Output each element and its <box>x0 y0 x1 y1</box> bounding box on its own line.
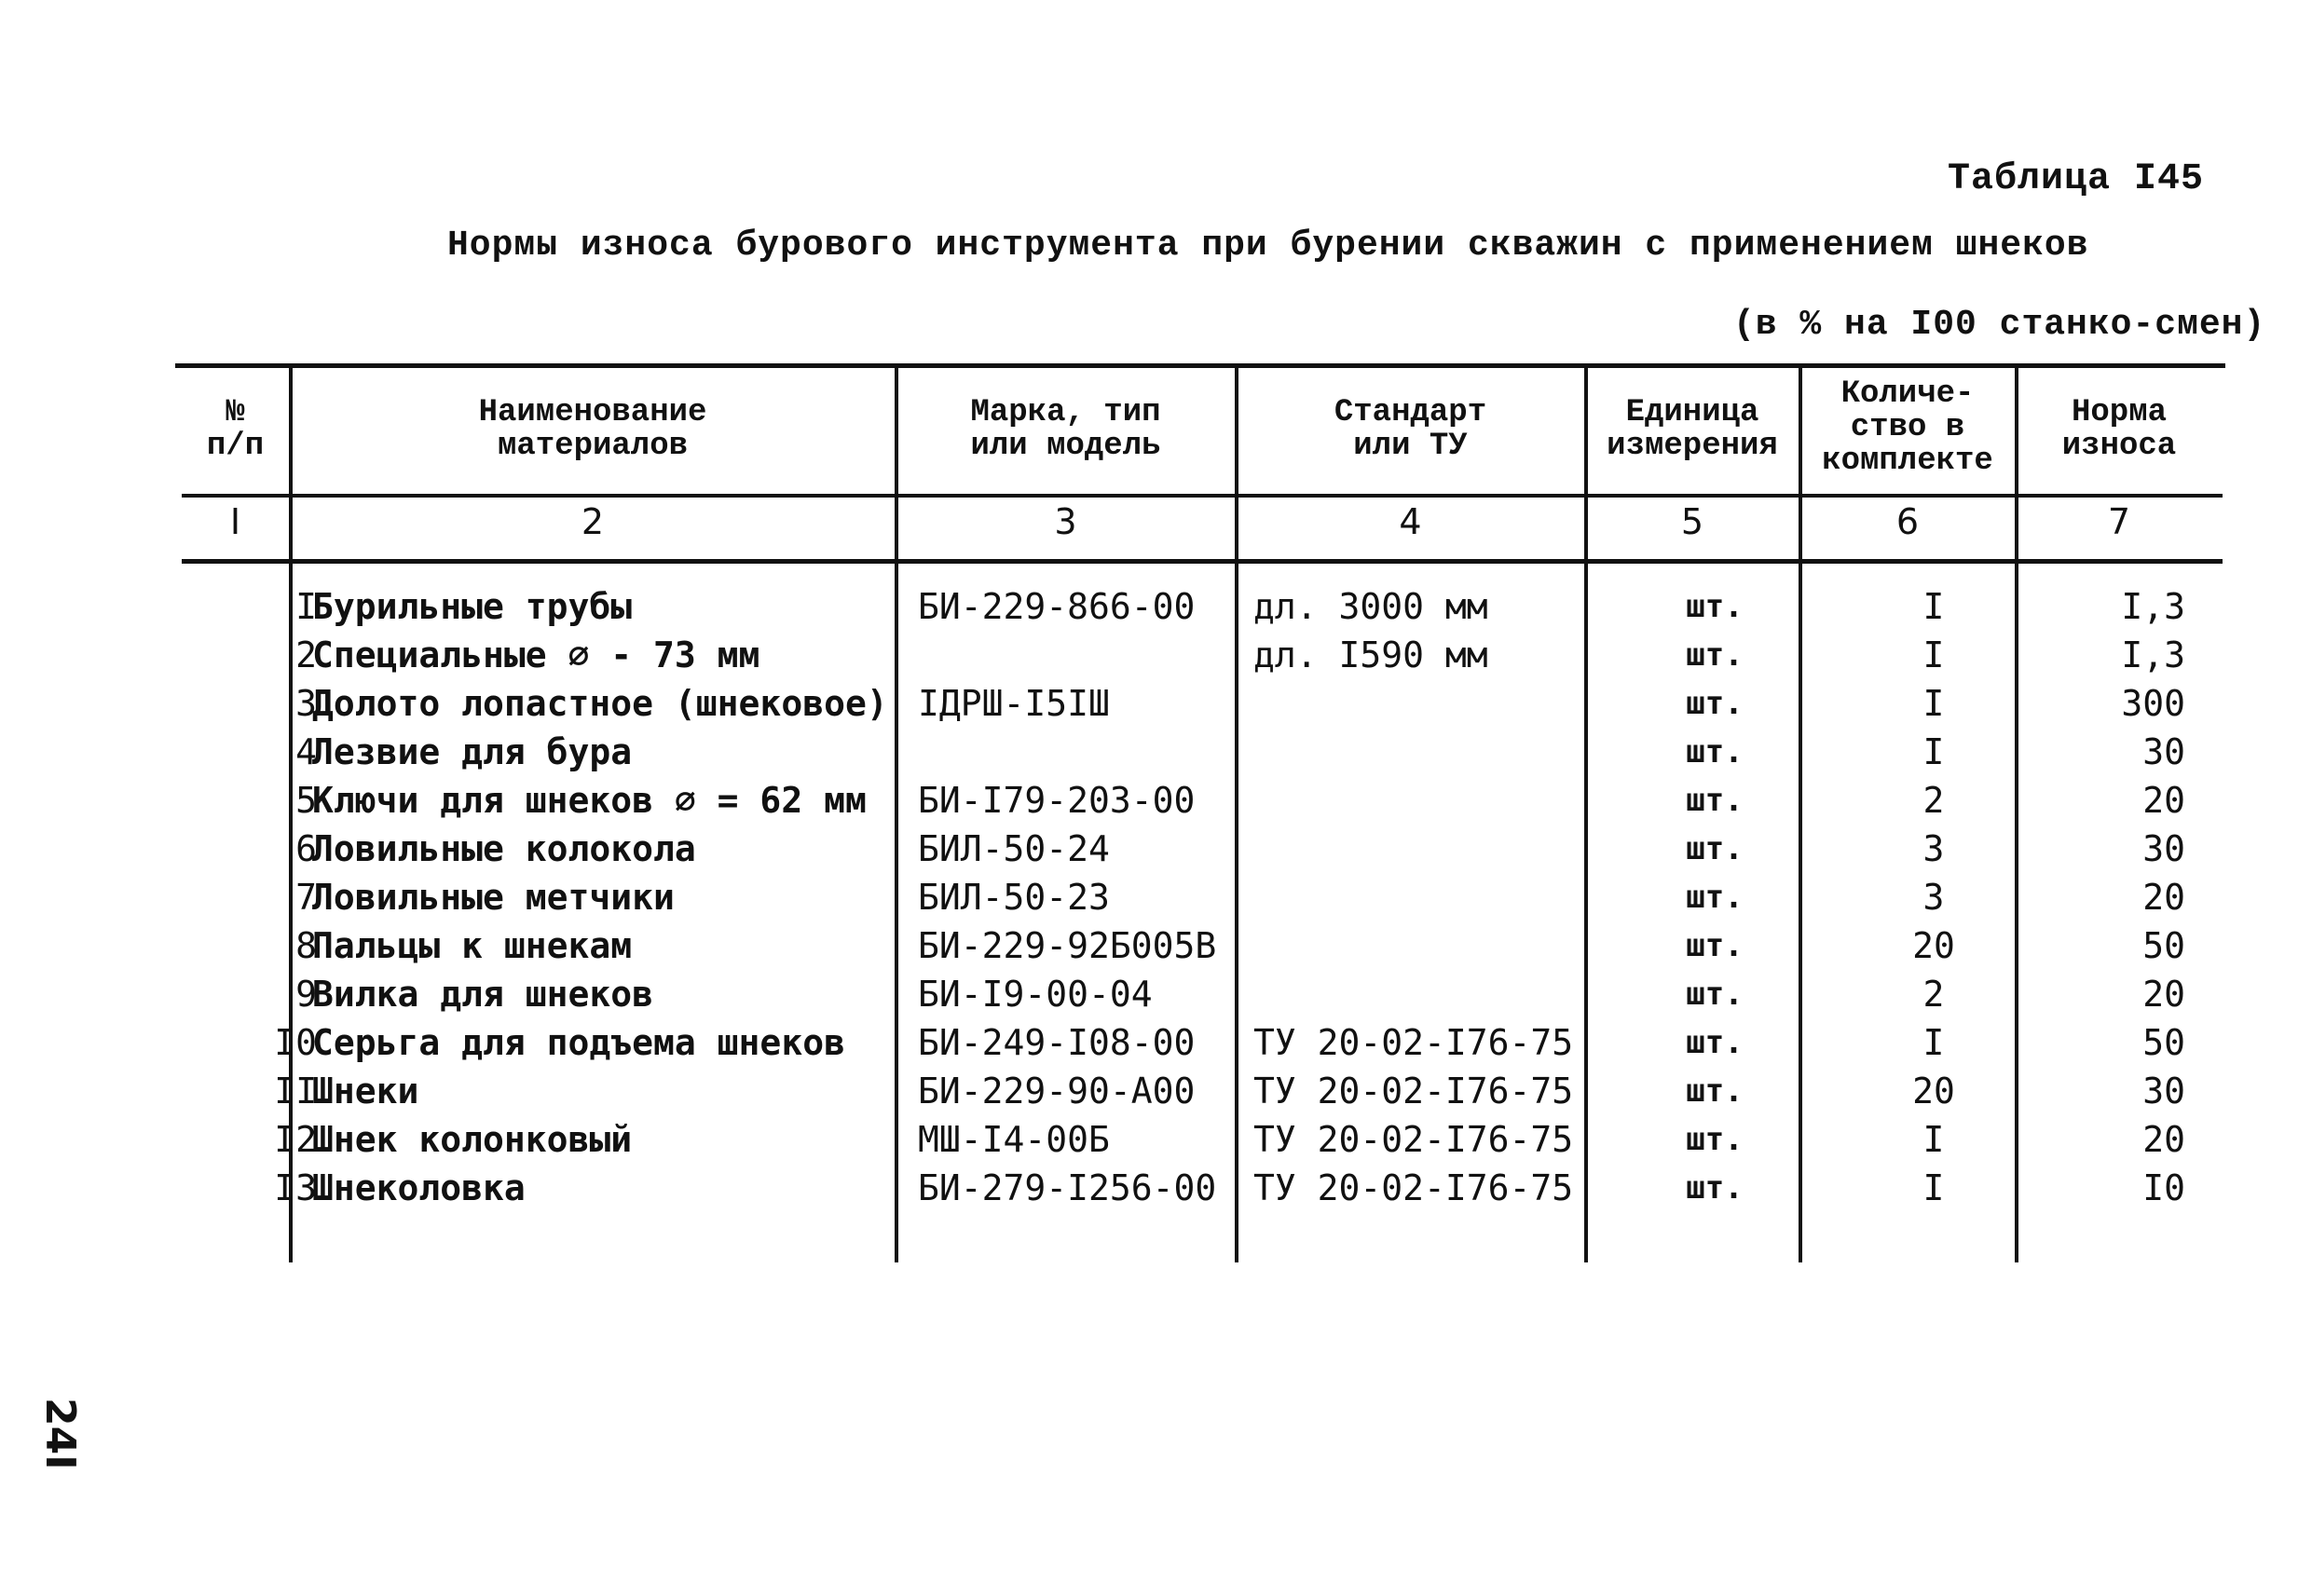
table-row <box>0 921 2312 970</box>
material-name: Ключи для шнеков ∅ = 62 мм <box>312 780 867 821</box>
material-name: Шнеки <box>312 1071 419 1112</box>
material-name: Ловильные колокола <box>312 828 696 869</box>
quantity: 2 <box>1922 780 1945 821</box>
header-mark-type-model: Марка, тип или модель <box>970 395 1161 464</box>
column-number: 5 <box>1680 501 1704 542</box>
mark-model: IДРШ-I5IШ <box>918 683 1110 724</box>
table-label: Таблица I45 <box>1948 158 2205 200</box>
quantity: I <box>1922 731 1945 772</box>
table-row <box>0 873 2312 921</box>
mark-model: БИЛ-50-23 <box>918 877 1110 918</box>
wear-norm: 20 <box>2142 780 2185 821</box>
material-name: Специальные ∅ - 73 мм <box>312 634 760 675</box>
table-row <box>0 679 2312 728</box>
mark-model: БИ-249-I08-00 <box>918 1022 1196 1063</box>
row-number: 5 <box>295 780 317 821</box>
quantity: I <box>1922 1119 1945 1160</box>
material-name: Лезвие для бура <box>312 731 633 772</box>
quantity: I <box>1922 586 1945 627</box>
table-row <box>0 1018 2312 1067</box>
row-number: 7 <box>295 877 317 918</box>
mark-model: БИ-229-90-А00 <box>918 1071 1196 1112</box>
unit: шт. <box>1686 733 1744 771</box>
row-number: 8 <box>295 925 317 966</box>
standard: ТУ 20-02-I76-75 <box>1253 1022 1574 1063</box>
mark-model: БИ-229-92Б005В <box>918 925 1217 966</box>
unit: шт. <box>1686 879 1744 916</box>
mark-model: МШ-I4-00Б <box>918 1119 1110 1160</box>
material-name: Пальцы к шнекам <box>312 925 633 966</box>
quantity: I <box>1922 683 1945 724</box>
column-number: 3 <box>1054 501 1077 542</box>
mark-model: БИЛ-50-24 <box>918 828 1110 869</box>
material-name: Бурильные трубы <box>312 586 633 627</box>
header-material-name: Наименование материалов <box>478 395 707 464</box>
table-row <box>0 1115 2312 1164</box>
material-name: Ловильные метчики <box>312 877 675 918</box>
wear-norm: 50 <box>2142 1022 2185 1063</box>
wear-norm: 50 <box>2142 925 2185 966</box>
quantity: 3 <box>1922 877 1945 918</box>
row-number: 4 <box>295 731 317 772</box>
header-standard: Стандарт или ТУ <box>1334 395 1487 464</box>
column-numbers-rule <box>182 559 2223 564</box>
unit: шт. <box>1686 830 1744 867</box>
unit: шт. <box>1686 636 1744 674</box>
quantity: 3 <box>1922 828 1945 869</box>
unit: шт. <box>1686 1169 1744 1207</box>
table-row <box>0 776 2312 825</box>
material-name: Вилка для шнеков <box>312 974 654 1015</box>
row-number: I2 <box>274 1119 317 1160</box>
table-row <box>0 582 2312 631</box>
row-number: I3 <box>274 1167 317 1208</box>
quantity: I <box>1922 1167 1945 1208</box>
mark-model: БИ-279-I256-00 <box>918 1167 1217 1208</box>
table-row <box>0 970 2312 1018</box>
row-number: 3 <box>295 683 317 724</box>
header-wear-norm: Норма износа <box>2061 395 2177 464</box>
quantity: 20 <box>1912 1071 1955 1112</box>
row-number: II <box>274 1071 317 1112</box>
column-number: 4 <box>1399 501 1422 542</box>
wear-norm: 300 <box>2121 683 2185 724</box>
mark-model: БИ-I9-00-04 <box>918 974 1153 1015</box>
wear-norm: I,3 <box>2121 586 2185 627</box>
wear-norm: 30 <box>2142 828 2185 869</box>
mark-model: БИ-229-866-00 <box>918 586 1196 627</box>
document-title: Нормы износа бурового инструмента при бурении скважин с применением шнеков <box>447 225 2089 266</box>
column-number: 2 <box>581 501 605 542</box>
unit: шт. <box>1686 1024 1744 1061</box>
row-number: 9 <box>295 974 317 1015</box>
column-number: 6 <box>1895 501 1920 542</box>
table-top-rule <box>175 363 2225 368</box>
table-row <box>0 1164 2312 1212</box>
unit: шт. <box>1686 1072 1744 1110</box>
standard: дл. I590 мм <box>1253 634 1488 675</box>
table-row <box>0 728 2312 776</box>
wear-norm: 20 <box>2142 1119 2185 1160</box>
header-bottom-rule <box>182 494 2223 498</box>
row-number: 2 <box>295 634 317 675</box>
standard: ТУ 20-02-I76-75 <box>1253 1119 1574 1160</box>
standard: дл. 3000 мм <box>1253 586 1488 627</box>
page-number: 24I <box>36 1398 84 1470</box>
wear-norm: 30 <box>2142 1071 2185 1112</box>
header-row-number: № п/п <box>206 395 265 464</box>
wear-norm: 30 <box>2142 731 2185 772</box>
material-name: Шнек колонковый <box>312 1119 633 1160</box>
material-name: Шнеколовка <box>312 1167 526 1208</box>
table-row <box>0 825 2312 873</box>
quantity: 20 <box>1912 925 1955 966</box>
unit: шт. <box>1686 1121 1744 1158</box>
wear-norm: I0 <box>2142 1167 2185 1208</box>
column-number: I <box>229 501 241 542</box>
quantity: 2 <box>1922 974 1945 1015</box>
unit: шт. <box>1686 927 1744 964</box>
wear-norm: I,3 <box>2121 634 2185 675</box>
units-note: (в % на I00 станко-смен) <box>1733 305 2266 345</box>
header-unit: Единица измерения <box>1607 395 1778 464</box>
wear-norm: 20 <box>2142 974 2185 1015</box>
wear-norm: 20 <box>2142 877 2185 918</box>
material-name: Серьга для подъема шнеков <box>312 1022 845 1063</box>
standard: ТУ 20-02-I76-75 <box>1253 1167 1574 1208</box>
unit: шт. <box>1686 782 1744 819</box>
row-number: I <box>295 586 317 627</box>
column-number: 7 <box>2107 501 2131 542</box>
table-row <box>0 631 2312 679</box>
mark-model: БИ-I79-203-00 <box>918 780 1196 821</box>
unit: шт. <box>1686 685 1744 722</box>
unit: шт. <box>1686 588 1744 625</box>
unit: шт. <box>1686 975 1744 1013</box>
table-row <box>0 1067 2312 1115</box>
quantity: I <box>1922 1022 1945 1063</box>
row-number: I0 <box>274 1022 317 1063</box>
row-number: 6 <box>295 828 317 869</box>
quantity: I <box>1922 634 1945 675</box>
standard: ТУ 20-02-I76-75 <box>1253 1071 1574 1112</box>
material-name: Долото лопастное (шнековое) <box>312 683 888 724</box>
header-quantity: Количе- ство в комплекте <box>1822 376 1993 479</box>
